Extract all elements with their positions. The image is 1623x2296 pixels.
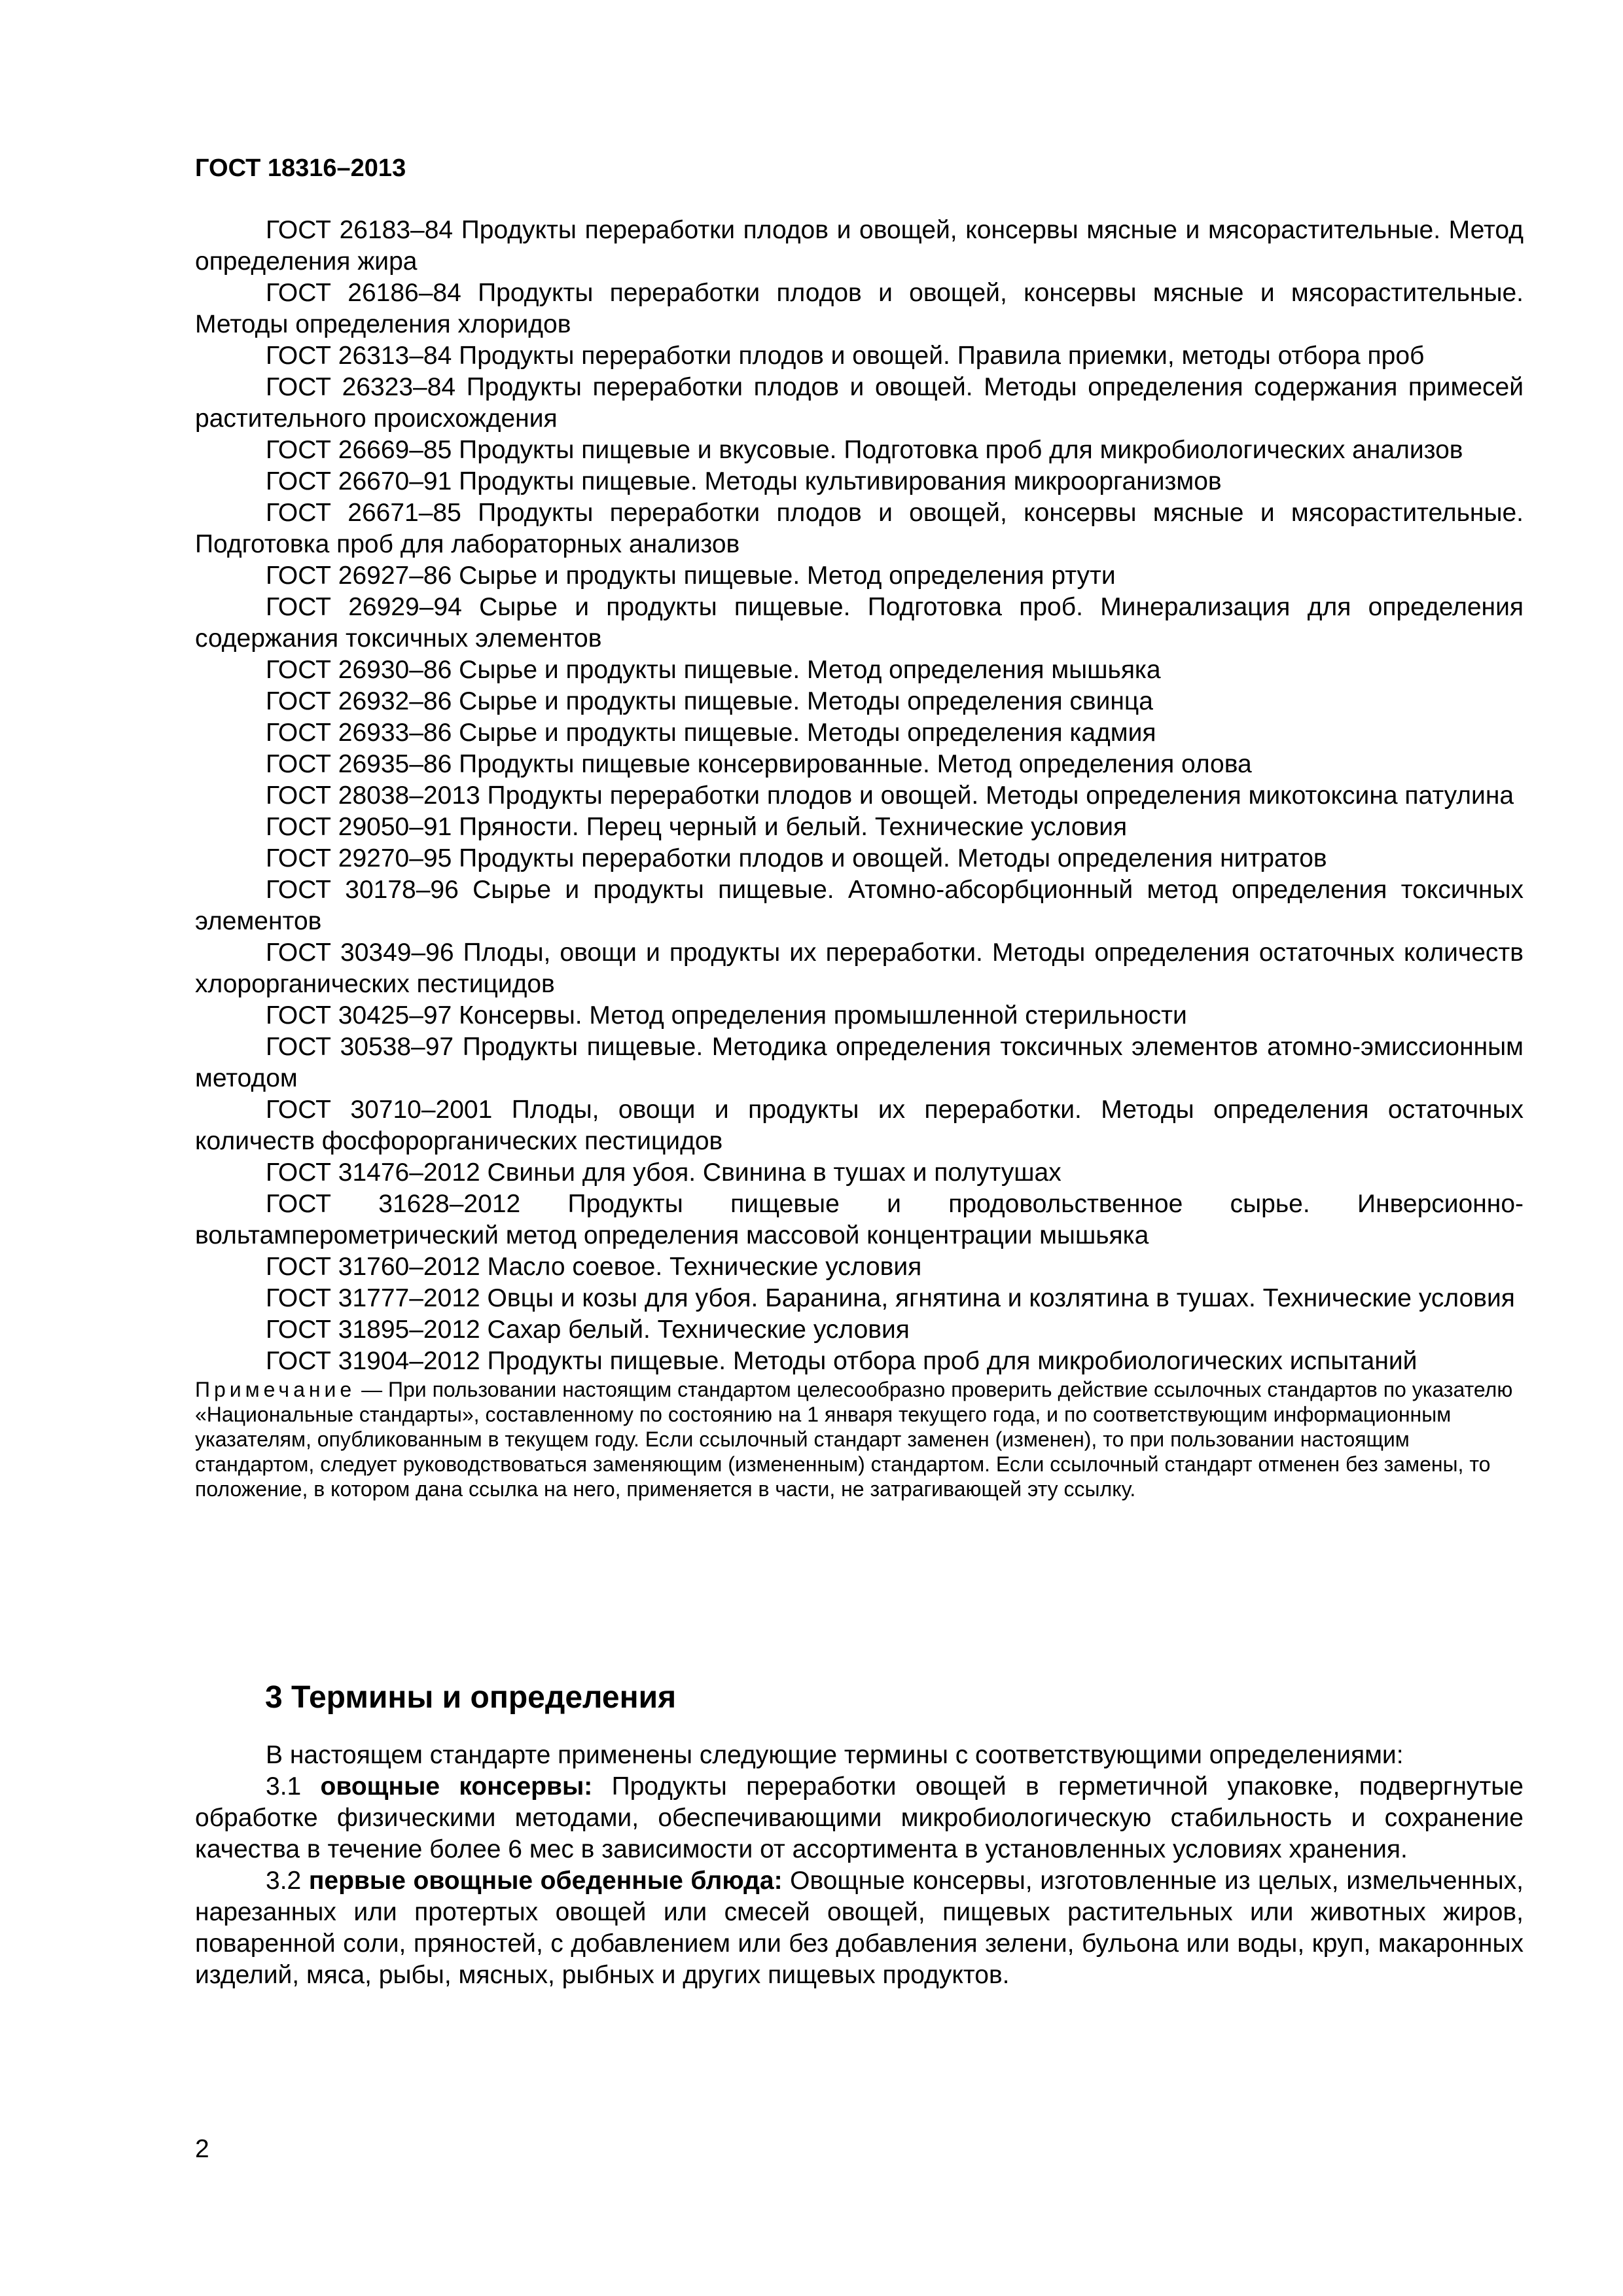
reference-code: ГОСТ 26932–86	[266, 687, 452, 715]
reference-title: Сахар белый. Технические условия	[487, 1316, 910, 1344]
reference-item	[195, 1346, 1524, 1377]
reference-code: ГОСТ 30538–97	[266, 1033, 454, 1061]
reference-item	[195, 1094, 1524, 1157]
reference-item	[195, 497, 1524, 560]
reference-code: ГОСТ 26669–85	[266, 436, 452, 464]
reference-code: ГОСТ 30178–96	[266, 876, 459, 904]
reference-item	[195, 686, 1524, 717]
reference-item	[195, 340, 1524, 372]
reference-item	[195, 843, 1524, 874]
reference-code: ГОСТ 31476–2012	[266, 1158, 480, 1187]
reference-title: Продукты переработки плодов и овощей. Методы определения содержания примесей растительного происхождения	[195, 373, 1524, 433]
reference-code: ГОСТ 31628–2012	[266, 1190, 521, 1218]
reference-title: Свиньи для убоя. Свинина в тушах и полутушах	[487, 1158, 1061, 1187]
reference-item	[195, 592, 1524, 655]
references-note	[195, 1377, 1524, 1501]
reference-code: ГОСТ 26313–84	[266, 342, 452, 370]
reference-code: ГОСТ 28038–2013	[266, 781, 480, 810]
reference-code: ГОСТ 31895–2012	[266, 1316, 480, 1344]
note-lead: Примечание	[195, 1378, 356, 1401]
reference-code: ГОСТ 31904–2012	[266, 1347, 480, 1375]
reference-code: ГОСТ 26933–86	[266, 719, 452, 747]
reference-title: Продукты пищевые. Методы отбора проб для микробиологических испытаний	[487, 1347, 1418, 1375]
term-item	[195, 1865, 1524, 1991]
reference-title: Продукты пищевые и продовольственное сырье. Инверсионно-вольтамперометрический метод определения массовой концентрации мышьяка	[195, 1190, 1524, 1249]
reference-code: ГОСТ 26935–86	[266, 750, 452, 778]
reference-title: Консервы. Метод определения промышленной стерильности	[459, 1001, 1187, 1030]
reference-item	[195, 1000, 1524, 1031]
reference-code: ГОСТ 26930–86	[266, 656, 452, 684]
reference-title: Овцы и козы для убоя. Баранина, ягнятина и козлятина в тушах. Технические условия	[487, 1284, 1515, 1312]
reference-title: Продукты пищевые и вкусовые. Подготовка проб для микробиологических анализов	[459, 436, 1463, 464]
reference-title: Сырье и продукты пищевые. Методы определения кадмия	[459, 719, 1156, 747]
term-item	[195, 1771, 1524, 1865]
reference-item	[195, 780, 1524, 812]
reference-code: ГОСТ 30710–2001	[266, 1096, 493, 1124]
reference-code: ГОСТ 26323–84	[266, 373, 456, 401]
reference-item	[195, 1157, 1524, 1189]
normative-references-list	[195, 215, 1524, 1501]
reference-title: Продукты переработки плодов и овощей. Методы определения нитратов	[459, 844, 1327, 872]
term-definition: Овощные консервы, изготовленные из целых, измельченных, нарезанных или протертых овощей или смесей овощей, пищевых растительных или животных жиров, поваренной соли, пряностей, с добавлением или без добавления зелени, бульона или воды, круп, макаронных изделий, мяса, рыбы, мясных, рыбных и других пищевых продуктов.	[195, 1867, 1524, 1989]
reference-title: Сырье и продукты пищевые. Метод определения мышьяка	[459, 656, 1161, 684]
reference-code: ГОСТ 31777–2012	[266, 1284, 480, 1312]
reference-title: Продукты пищевые. Методика определения токсичных элементов атомно-эмиссионным методом	[195, 1033, 1524, 1092]
term-name: первые овощные обеденные блюда:	[308, 1867, 783, 1895]
reference-code: ГОСТ 29270–95	[266, 844, 452, 872]
reference-title: Сырье и продукты пищевые. Методы определения свинца	[459, 687, 1153, 715]
reference-title: Продукты пищевые. Методы культивирования микроорганизмов	[459, 467, 1222, 495]
term-number: 3.1	[266, 1772, 302, 1801]
reference-item	[195, 435, 1524, 466]
reference-title: Плоды, овощи и продукты их переработки. Методы определения остаточных количеств фосфорорганических пестицидов	[195, 1096, 1524, 1155]
reference-item	[195, 874, 1524, 937]
reference-item	[195, 1251, 1524, 1283]
reference-title: Масло соевое. Технические условия	[487, 1253, 922, 1281]
reference-title: Продукты переработки плодов и овощей, консервы мясные и мясорастительные. Метод определения жира	[195, 216, 1524, 276]
reference-item	[195, 1031, 1524, 1094]
reference-title: Сырье и продукты пищевые. Метод определения ртути	[459, 562, 1116, 590]
reference-item	[195, 655, 1524, 686]
reference-code: ГОСТ 30425–97	[266, 1001, 452, 1030]
terms-section	[195, 1740, 1524, 1991]
reference-title: Продукты переработки плодов и овощей. Методы определения микотоксина патулина	[487, 781, 1514, 810]
reference-code: ГОСТ 26929–94	[266, 593, 462, 621]
reference-code: ГОСТ 26186–84	[266, 279, 461, 307]
reference-code: ГОСТ 26670–91	[266, 467, 452, 495]
reference-item	[195, 1314, 1524, 1346]
term-definition: Продукты переработки овощей в герметичной упаковке, подвергнутые обработке физическими методами, обеспечивающими микробиологическую стабильность и сохранение качества в течение более 6 мес в зависимости от ассортимента в установленных условиях хранения.	[195, 1772, 1524, 1863]
reference-code: ГОСТ 26183–84	[266, 216, 454, 244]
reference-item	[195, 937, 1524, 1000]
reference-item	[195, 215, 1524, 278]
reference-code: ГОСТ 29050–91	[266, 813, 452, 841]
section-intro: В настоящем стандарте применены следующие термины с соответствующими определениями:	[266, 1741, 1404, 1769]
reference-title: Продукты пищевые консервированные. Метод определения олова	[459, 750, 1252, 778]
reference-item	[195, 717, 1524, 749]
reference-title: Сырье и продукты пищевые. Подготовка проб. Минерализация для определения содержания токсичных элементов	[195, 593, 1524, 653]
term-number: 3.2	[266, 1867, 302, 1895]
reference-code: ГОСТ 26927–86	[266, 562, 452, 590]
reference-item	[195, 1189, 1524, 1251]
reference-title: Продукты переработки плодов и овощей, консервы мясные и мясорастительные. Подготовка проб для лабораторных анализов	[195, 499, 1524, 558]
reference-item	[195, 749, 1524, 780]
reference-title: Сырье и продукты пищевые. Атомно-абсорбционный метод определения токсичных элементов	[195, 876, 1524, 935]
term-name: овощные консервы:	[320, 1772, 593, 1801]
section-title: 3 Термины и определения	[265, 1680, 677, 1715]
reference-title: Пряности. Перец черный и белый. Технические условия	[459, 813, 1128, 841]
reference-item	[195, 812, 1524, 843]
reference-code: ГОСТ 26671–85	[266, 499, 461, 527]
reference-item	[195, 278, 1524, 340]
reference-item	[195, 560, 1524, 592]
reference-item	[195, 1283, 1524, 1314]
reference-item	[195, 372, 1524, 435]
reference-title: Продукты переработки плодов и овощей. Правила приемки, методы отбора проб	[459, 342, 1425, 370]
document-header: ГОСТ 18316–2013	[195, 154, 406, 182]
reference-title: Продукты переработки плодов и овощей, консервы мясные и мясорастительные. Методы определения хлоридов	[195, 279, 1524, 338]
note-text: — При пользовании настоящим стандартом целесообразно проверить действие ссылочных стандартов по указателю «Национальные стандарты», составленному по состоянию на 1 января текущего года, и по соответствующим информационным указателям, опубликованным в текущем году. Если ссылочный стандарт заменен (изменен), то при пользовании настоящим стандартом, следует руководствоваться заменяющим (измененным) стандартом. Если ссылочный стандарт отменен без замены, то положение, в котором дана ссылка на него, применяется в части, не затрагивающей эту ссылку.	[195, 1378, 1513, 1501]
page-number: 2	[195, 2135, 209, 2163]
reference-item	[195, 466, 1524, 497]
reference-code: ГОСТ 30349–96	[266, 939, 454, 967]
reference-title: Плоды, овощи и продукты их переработки. Методы определения остаточных количеств хлорорганических пестицидов	[195, 939, 1524, 998]
reference-code: ГОСТ 31760–2012	[266, 1253, 480, 1281]
